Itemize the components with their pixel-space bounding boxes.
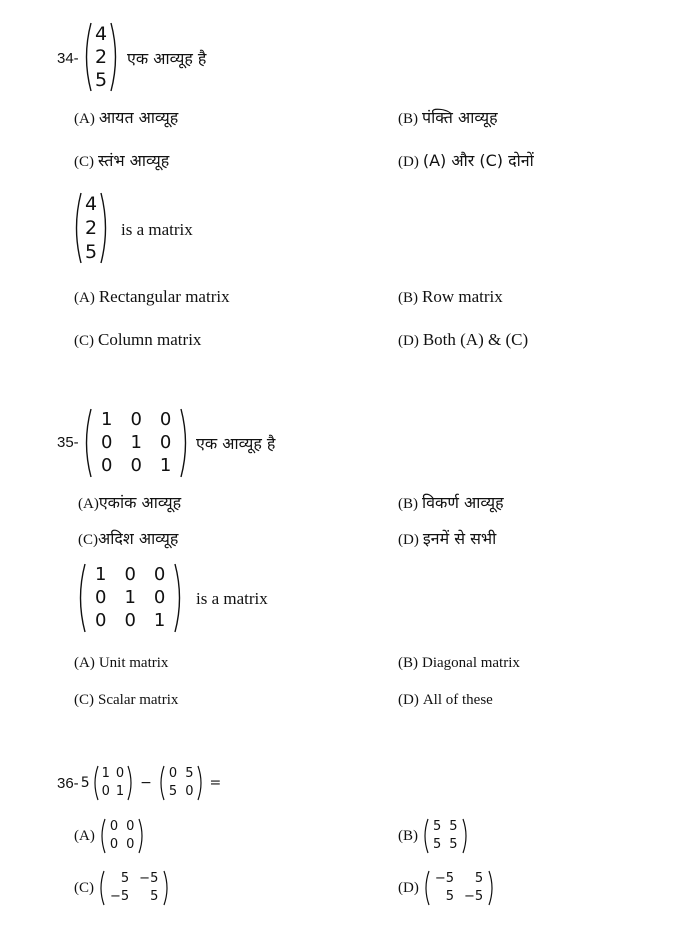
left-paren: [158, 765, 165, 801]
matrix-cell: 5: [185, 766, 194, 781]
option-label: (D): [398, 879, 419, 896]
option-label: (D): [398, 532, 419, 548]
left-paren: [98, 870, 105, 906]
matrix-cell: 0: [95, 610, 107, 632]
right-paren: [163, 870, 170, 906]
q35-number: 35-: [57, 434, 79, 451]
q35-option-hi-c: [78, 527, 178, 549]
q35-hi-matrix: [82, 408, 190, 478]
option-label: (D): [398, 692, 419, 708]
matrix-cell: 0: [101, 784, 110, 799]
option-label: (C): [74, 879, 94, 896]
matrix-cell: 0: [153, 586, 166, 608]
matrix-cell: 1: [115, 784, 125, 799]
option-text: एकांक आव्यूह: [98, 493, 182, 512]
right-paren: [138, 818, 145, 854]
option-label: (D): [398, 154, 419, 170]
option-label: (C): [74, 154, 94, 170]
q34-hi-matrix: [82, 22, 120, 92]
matrix-cell: 0: [168, 766, 178, 781]
matrix-cell: −5: [110, 889, 130, 904]
q35-option-en-d: [398, 692, 493, 709]
option-text: Column matrix: [98, 330, 202, 349]
q34-option-en-d: [398, 330, 528, 350]
option-label: (B): [398, 655, 418, 671]
option-text: Scalar matrix: [98, 692, 179, 708]
option-label: (A): [74, 290, 95, 306]
option-label: (A): [78, 496, 99, 512]
q34-stem-hi: एक आव्यूह है: [127, 49, 207, 68]
q36-number: 36-: [57, 774, 79, 792]
option-label: (B): [398, 827, 418, 844]
right-paren: [180, 408, 190, 478]
option-label: (A): [74, 827, 95, 844]
matrix-cell: 1: [130, 431, 142, 453]
matrix-cell: 4: [95, 22, 108, 45]
matrix-cell: 2: [85, 217, 98, 239]
q36-option-d: [398, 870, 495, 906]
matrix-cell: 5: [120, 871, 130, 886]
q36-matrix-2: [158, 765, 205, 801]
matrix-cell: 5: [449, 837, 458, 852]
matrix-cell: 5: [474, 871, 484, 886]
option-label: (D): [398, 333, 419, 349]
matrix-cell: 0: [159, 408, 172, 430]
matrix-cell: 5: [85, 241, 98, 263]
matrix-cell: −5: [464, 889, 484, 904]
q34-option-en-a: [74, 287, 230, 307]
matrix-cell: 0: [109, 819, 119, 834]
option-label: (A): [74, 111, 95, 127]
q34-en-matrix: [72, 192, 110, 264]
left-paren: [82, 22, 92, 92]
q34-option-hi-c: [74, 149, 169, 171]
matrix-cell: 0: [95, 586, 107, 608]
q35-option-en-a: [74, 655, 168, 672]
option-label: (C): [74, 333, 94, 349]
matrix-cell: 0: [126, 837, 135, 852]
matrix-cell: 0: [124, 610, 136, 632]
matrix-cell: 1: [159, 455, 172, 477]
q34-option-hi-b: [398, 106, 498, 128]
right-paren: [462, 818, 469, 854]
option-label: (A): [74, 655, 95, 671]
q34-option-en-c: [74, 330, 201, 350]
q36-option-c: [74, 870, 170, 906]
q34-number: 34-: [57, 50, 79, 67]
matrix-cell: 5: [168, 784, 178, 799]
matrix-cell: 5: [445, 889, 454, 904]
left-paren: [72, 192, 82, 264]
left-paren: [423, 870, 430, 906]
left-paren: [82, 408, 92, 478]
q35-stem-en: is a matrix: [196, 589, 268, 608]
minus-sign: −: [140, 775, 152, 791]
matrix-cell: 0: [159, 431, 172, 453]
option-matrix: [423, 870, 495, 906]
option-text: स्तंभ आव्यूह: [98, 151, 170, 170]
matrix-cell: 0: [185, 784, 194, 799]
matrix-cell: 5: [433, 837, 442, 852]
option-text: Row matrix: [422, 287, 503, 306]
q34-option-hi-a: [74, 106, 178, 128]
matrix-cell: 1: [124, 586, 136, 608]
matrix-cell: 0: [101, 431, 113, 453]
matrix-cell: 1: [153, 610, 166, 632]
q35-option-hi-d: [398, 527, 496, 549]
matrix-cell: 0: [115, 766, 125, 781]
q35-option-hi-b: [398, 491, 504, 513]
matrix-cell: 0: [153, 563, 166, 585]
matrix-cell: 2: [95, 45, 108, 68]
option-text: (A) और (C) दोनों: [422, 151, 534, 170]
option-text: आयत आव्यूह: [98, 108, 179, 127]
matrix-cell: 0: [101, 455, 113, 477]
matrix-cell: 0: [126, 819, 135, 834]
option-text: Diagonal matrix: [422, 655, 520, 671]
right-paren: [127, 765, 134, 801]
q34-option-en-b: [398, 287, 503, 307]
matrix-cell: 0: [130, 455, 142, 477]
q35-option-en-c: [74, 692, 178, 709]
option-text: All of these: [422, 692, 493, 708]
q35-en-matrix: [76, 563, 184, 633]
option-label: (B): [398, 111, 418, 127]
option-matrix: [422, 818, 469, 854]
q36-option-a: [74, 818, 145, 854]
option-label: (B): [398, 290, 418, 306]
q36-matrix-1: [92, 765, 135, 801]
q35-stem-hi: एक आव्यूह है: [196, 434, 276, 453]
q35-option-en-b: [398, 655, 520, 672]
matrix-cell: 4: [85, 193, 98, 215]
option-label: (C): [74, 692, 94, 708]
option-label: (B): [398, 496, 418, 512]
right-paren: [110, 22, 120, 92]
matrix-cell: −5: [434, 871, 454, 886]
left-paren: [76, 563, 86, 633]
matrix-cell: 1: [101, 766, 110, 781]
matrix-cell: 0: [130, 408, 142, 430]
matrix-cell: 0: [109, 837, 119, 852]
matrix-cell: 5: [433, 819, 442, 834]
option-label: (C): [78, 532, 98, 548]
option-text: अदिश आव्यूह: [98, 529, 179, 548]
matrix-cell: 5: [150, 889, 159, 904]
option-text: पंक्ति आव्यूह: [422, 108, 498, 127]
right-paren: [174, 563, 184, 633]
matrix-cell: 1: [101, 408, 113, 430]
left-paren: [92, 765, 99, 801]
q34-stem-en: is a matrix: [121, 220, 193, 239]
left-paren: [422, 818, 429, 854]
matrix-cell: 1: [95, 563, 107, 585]
option-text: Both (A) & (C): [422, 330, 529, 349]
equals-sign: =: [209, 775, 222, 791]
q36-option-b: [398, 818, 469, 854]
option-text: विकर्ण आव्यूह: [422, 493, 504, 512]
q35-option-hi-a: [78, 491, 181, 513]
matrix-cell: 0: [124, 563, 136, 585]
matrix-cell: −5: [139, 871, 159, 886]
matrix-cell: 5: [95, 69, 108, 92]
left-paren: [99, 818, 106, 854]
right-paren: [197, 765, 204, 801]
q36-scalar: 5: [80, 775, 90, 791]
matrix-cell: 5: [449, 819, 458, 834]
option-text: Rectangular matrix: [98, 287, 230, 306]
option-matrix: [99, 818, 146, 854]
option-text: इनमें से सभी: [422, 529, 497, 548]
right-paren: [100, 192, 110, 264]
option-text: Unit matrix: [98, 655, 169, 671]
q34-option-hi-d: [398, 149, 534, 171]
right-paren: [488, 870, 495, 906]
q36-expression: [57, 765, 221, 801]
option-matrix: [98, 870, 170, 906]
